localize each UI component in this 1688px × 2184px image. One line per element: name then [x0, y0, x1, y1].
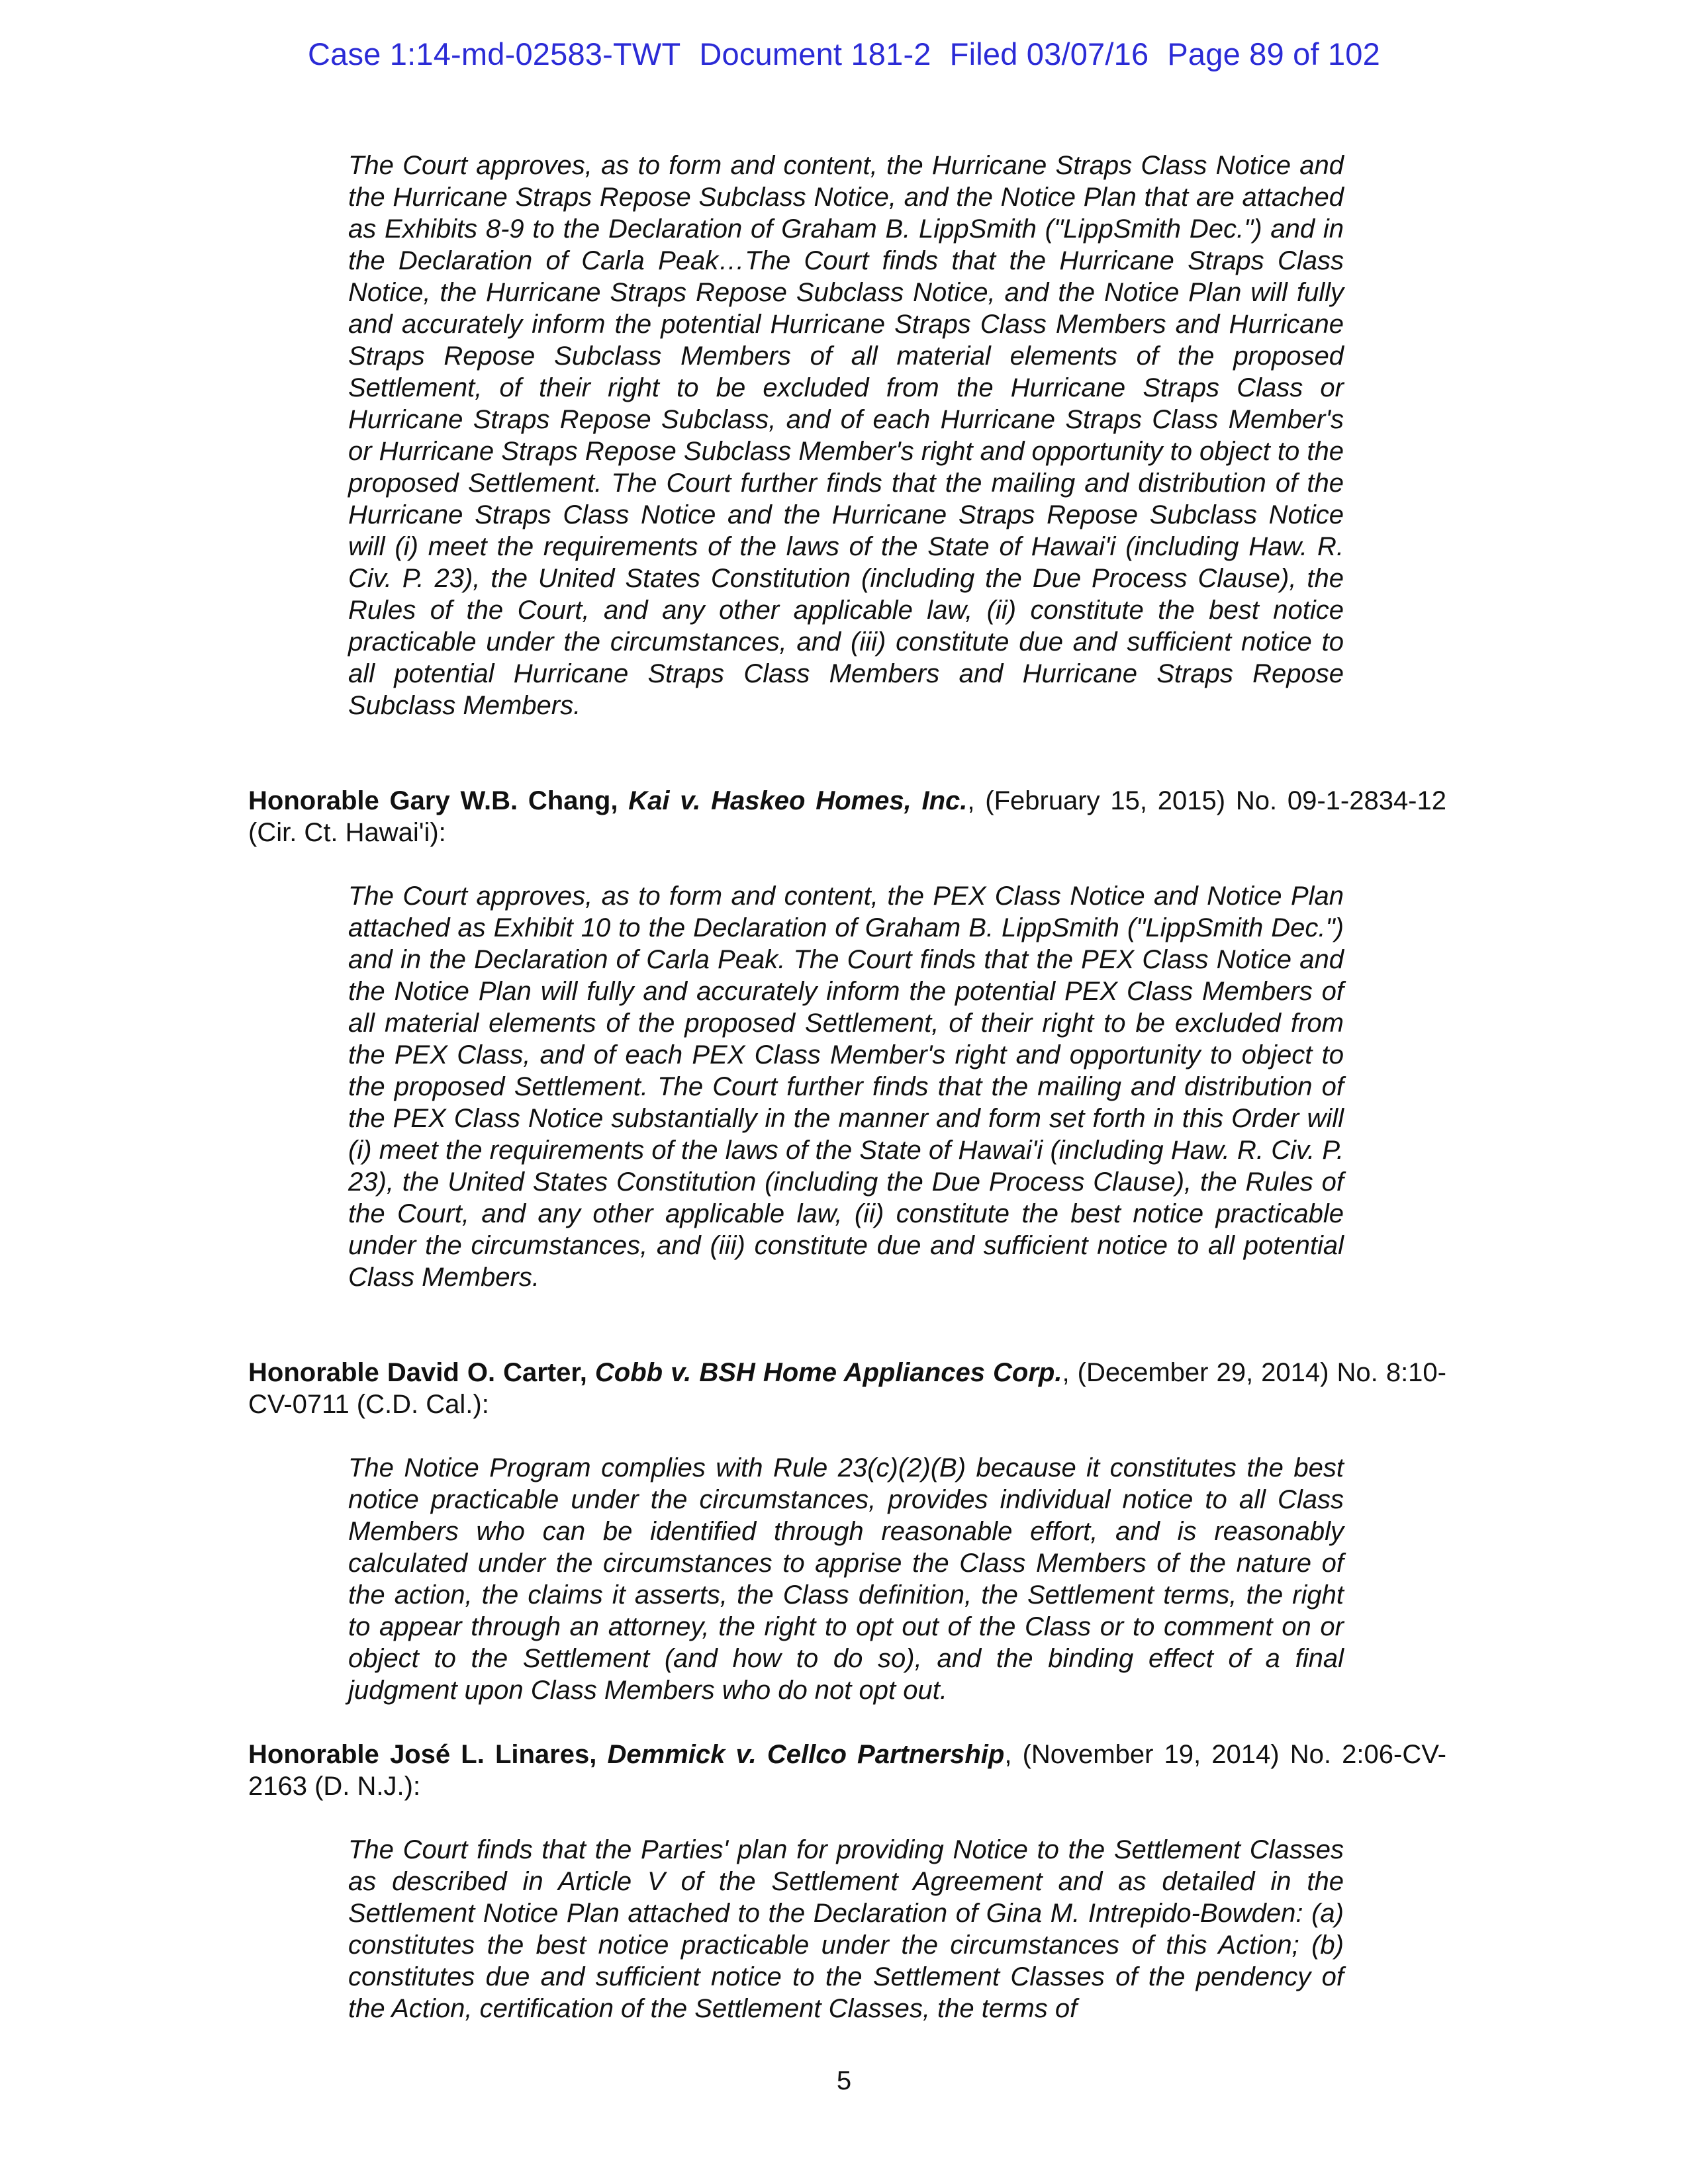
citation-3-judge: Honorable José L. Linares,: [248, 1740, 597, 1769]
citation-2-details: , (December 29, 2014) No. 8:10-CV-0711 (C.D. Cal.):: [248, 1358, 1446, 1419]
header-filed-date: Filed 03/07/16: [949, 36, 1149, 71]
citation-3: [248, 1739, 1446, 1802]
citation-2-case-name: Cobb v. BSH Home Appliances Corp.: [594, 1358, 1062, 1387]
citation-2-judge: Honorable David O. Carter,: [248, 1358, 587, 1387]
block-quote-3: The Notice Program complies with Rule 23(c)(2)(B) because it constitutes the best notice practicable under the circumstances, provides individual notice to all Class Members who can be identified through reasonable effort, and is reasonably calculated under the circumstances to apprise the Class Members of the nature of the action, the claims it asserts, the Class definition, the Settlement terms, the right to appear through an attorney, the right to opt out of the Class or to comment on or object to the Settlement (and how to do so), and the binding effect of a final judgment upon Class Members who do not opt out.: [348, 1453, 1344, 1705]
citation-3-case-name: Demmick v. Cellco Partnership: [607, 1740, 1005, 1769]
block-quote-4: The Court finds that the Parties' plan for providing Notice to the Settlement Classes as described in Article V of the Settlement Agreement and as detailed in the Settlement Notice Plan attached to the Declaration of Gina M. Intrepido-Bowden: (a) constitutes the best notice practicable under the circumstances of this Action; (b) constitutes due and sufficient notice to the Settlement Classes of the pendency of the Action, certification of the Settlement Classes, the terms of: [348, 1835, 1344, 2023]
document-header: [0, 36, 1688, 72]
citation-3-details: , (November 19, 2014) No. 2:06-CV-2163 (D. N.J.):: [248, 1740, 1447, 1801]
header-page-indicator: Page 89 of 102: [1167, 36, 1380, 71]
header-document-number: Document 181-2: [699, 36, 931, 71]
block-quote-2: The Court approves, as to form and content, the PEX Class Notice and Notice Plan attached as Exhibit 10 to the Declaration of Graham B. LippSmith ("LippSmith Dec.") and in the Declaration of Carla Peak. The Court finds that the PEX Class Notice and the Notice Plan will fully and accurately inform the potential PEX Class Members of all material elements of the proposed Settlement, of their right to be excluded from the PEX Class, and of each PEX Class Member's right and opportunity to object to the proposed Settlement. The Court further finds that the mailing and distribution of the PEX Class Notice substantially in the manner and form set forth in this Order will (i) meet the requirements of the laws of the State of Hawai'i (including Haw. R. Civ. P. 23), the United States Constitution (including the Due Process Clause), the Rules of the Court, and any other applicable law, (ii) constitute the best notice practicable under the circumstances, and (iii) constitute due and sufficient notice to all potential Class Members.: [348, 882, 1344, 1292]
block-quote-1: The Court approves, as to form and content, the Hurricane Straps Class Notice and the Hurricane Straps Repose Subclass Notice, and the Notice Plan that are attached as Exhibits 8-9 to the Declaration of Graham B. LippSmith ("LippSmith Dec.") and in the Declaration of Carla Peak…The Court finds that the Hurricane Straps Class Notice, the Hurricane Straps Repose Subclass Notice, and the Notice Plan will fully and accurately inform the potential Hurricane Straps Class Members and Hurricane Straps Repose Subclass Members of all material elements of the proposed Settlement, of their right to be excluded from the Hurricane Straps Class or Hurricane Straps Repose Subclass, and of each Hurricane Straps Class Member's or Hurricane Straps Repose Subclass Member's right and opportunity to object to the proposed Settlement. The Court further finds that the mailing and distribution of the Hurricane Straps Class Notice and the Hurricane Straps Repose Subclass Notice will (i) meet the requirements of the laws of the State of Hawai'i (including Haw. R. Civ. P. 23), the United States Constitution (including the Due Process Clause), the Rules of the Court, and any other applicable law, (ii) constitute the best notice practicable under the circumstances, and (iii) constitute due and sufficient notice to all potential Hurricane Straps Class Members and Hurricane Straps Repose Subclass Members.: [348, 151, 1344, 720]
citation-2: [248, 1357, 1446, 1420]
page-number: 5: [836, 2066, 852, 2095]
citation-1: [248, 785, 1446, 848]
citation-1-details: , (February 15, 2015) No. 09-1-2834-12 (Cir. Ct. Hawai'i):: [248, 786, 1446, 847]
header-case-number: Case 1:14-md-02583-TWT: [308, 36, 681, 71]
citation-1-case-name: Kai v. Haskeo Homes, Inc.: [628, 786, 968, 815]
citation-1-judge: Honorable Gary W.B. Chang,: [248, 786, 618, 815]
